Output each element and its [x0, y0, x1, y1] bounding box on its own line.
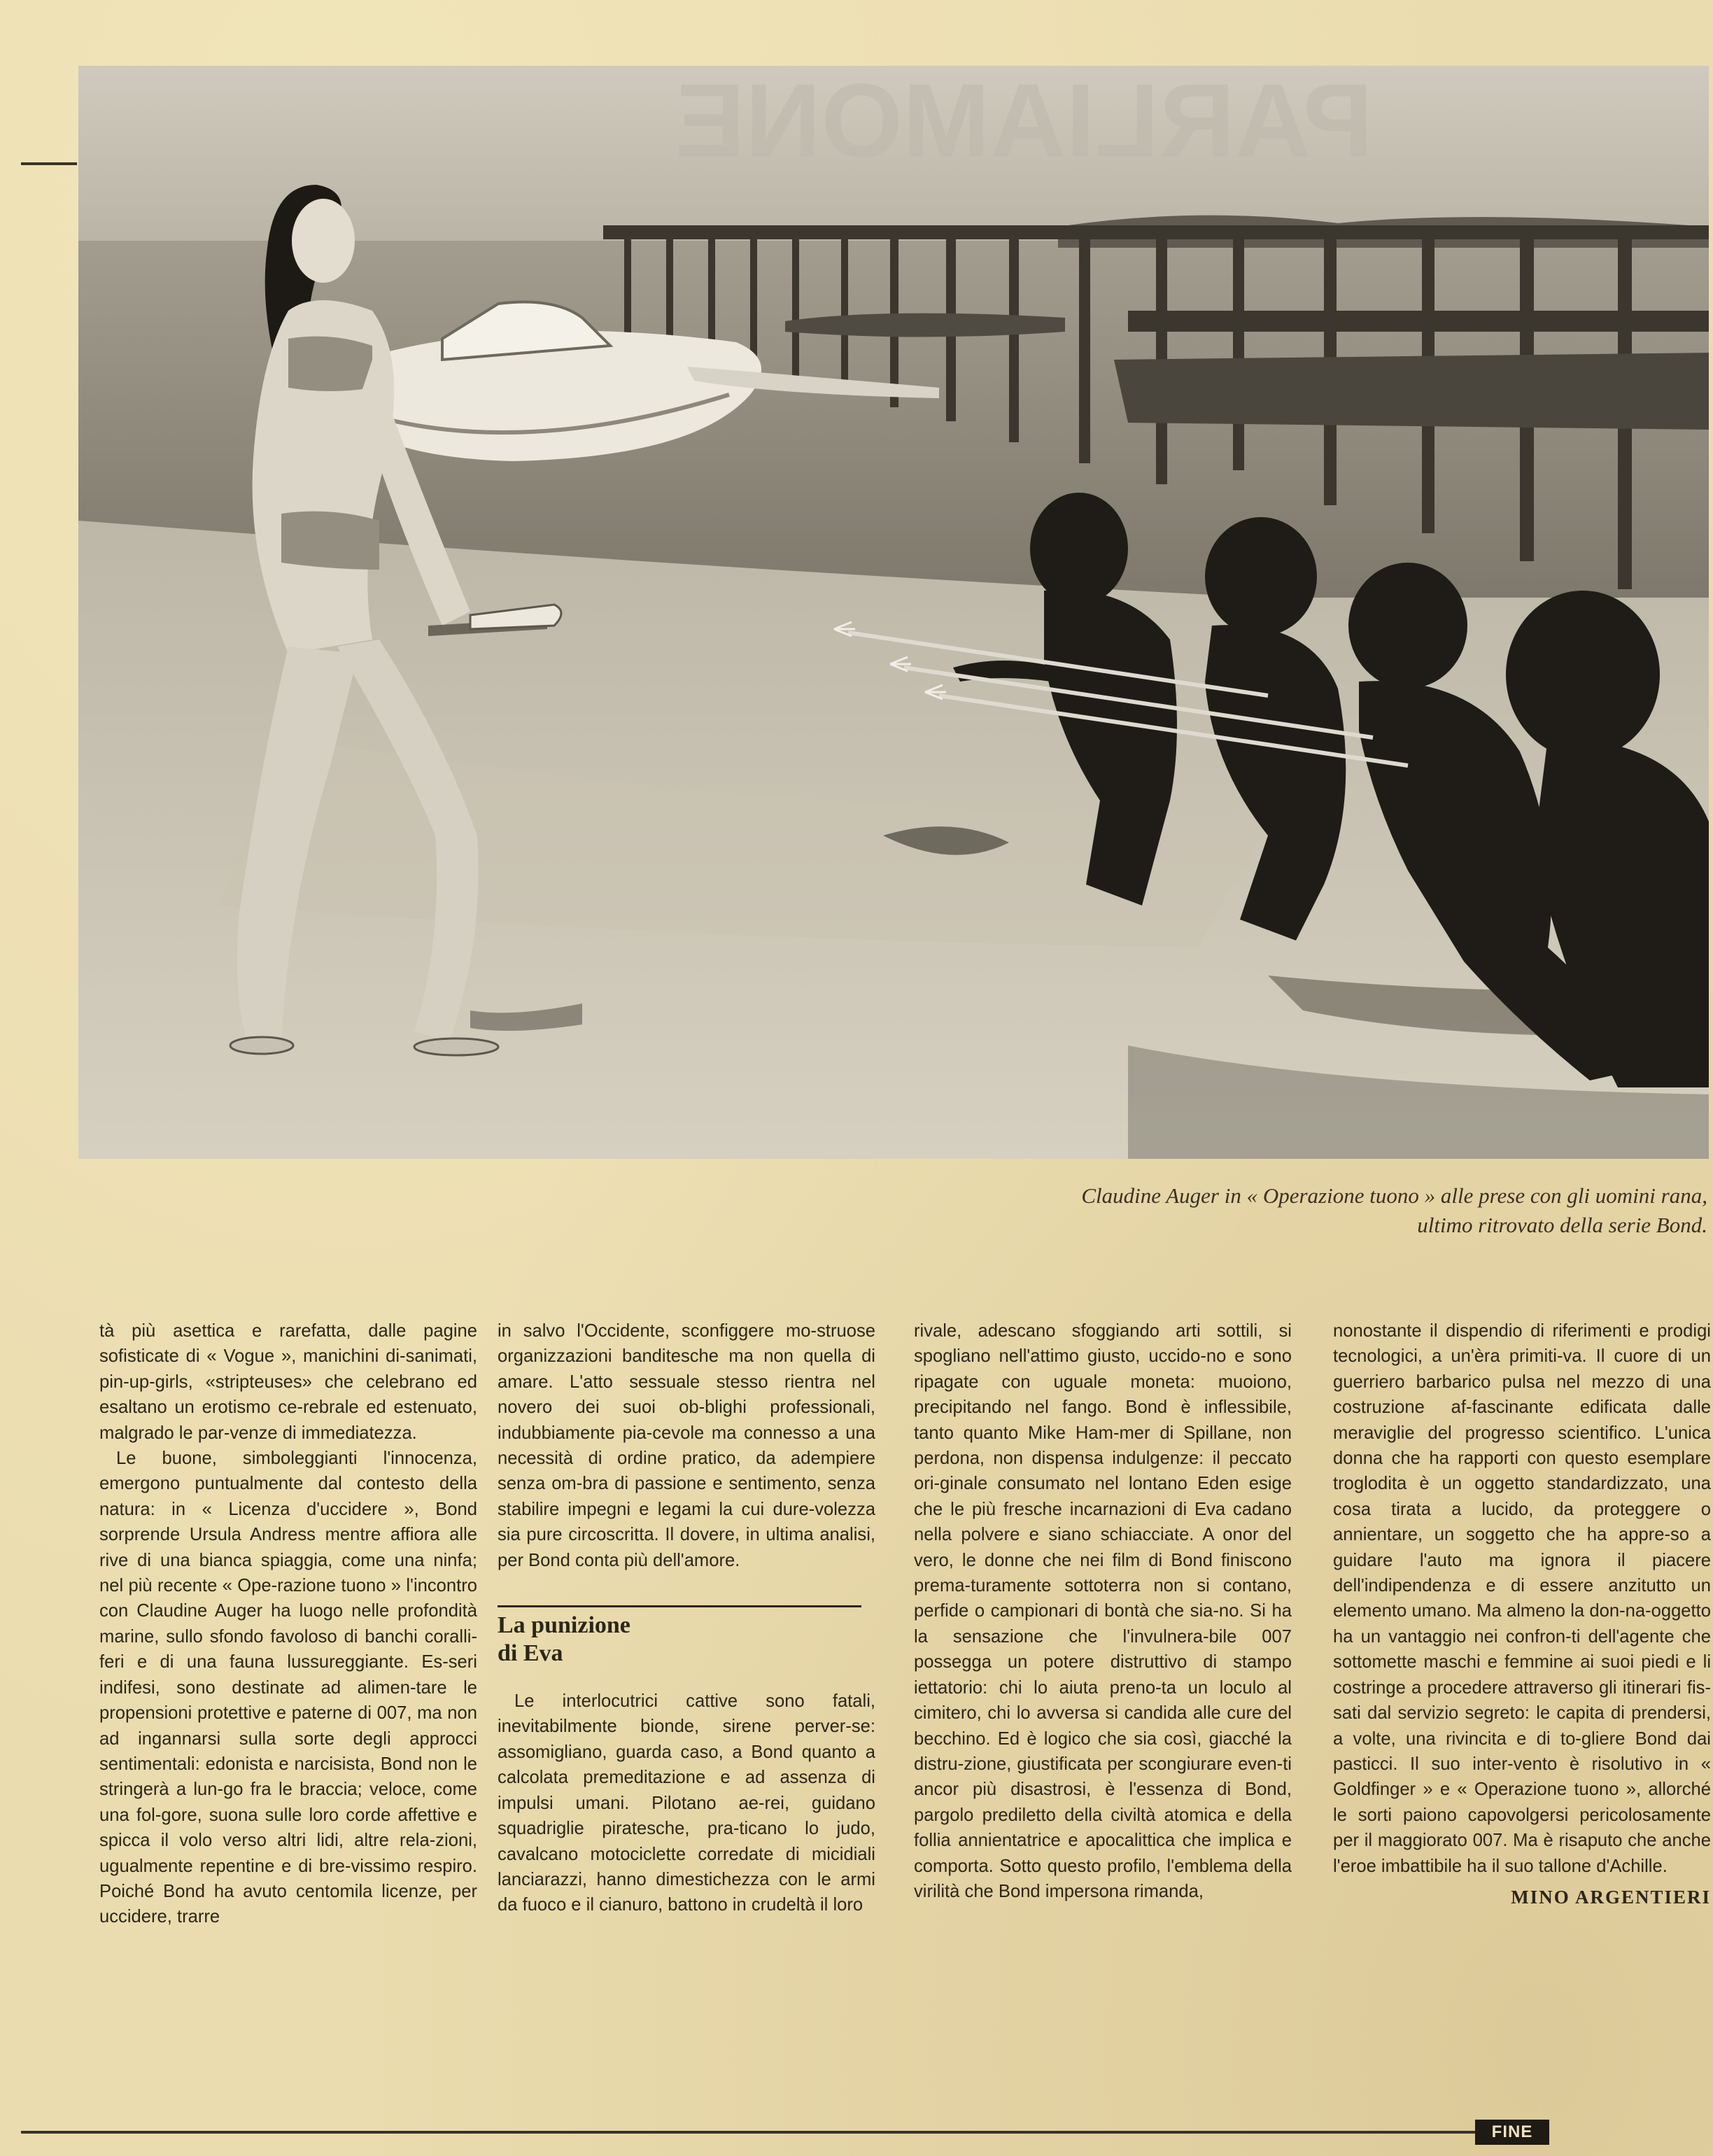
column-3	[914, 1318, 1292, 1904]
column-2	[498, 1318, 875, 1918]
caption-line-1: Claudine Auger in « Operazione tuono » alle prese con gli uomini rana,	[1081, 1183, 1707, 1208]
column-4	[1333, 1318, 1711, 1910]
author-byline: MINO ARGENTIERI	[1511, 1886, 1711, 1908]
paragraph: tà più asettica e rarefatta, dalle pagine sofisticate di « Vogue », manichini di-sanimati, pin-up-girls, «stripteuses» che celebrano ed esaltano un erotismo ce-rebrale ed estenuato, malgrado le par-venze di immediatezza.	[99, 1321, 477, 1443]
paragraph: Le interlocutrici cattive sono fatali, inevitabilmente bionde, sirene perver-se: assomigliano, guarda caso, a Bond quanto a calcolata premeditazione e ad assenza di impulsi umani. Pilotano ae-rei, guidano squadriglie piratesche, pra-ticano lo judo, cavalcano motociclette corredate di micidiali lanciarazzi, hanno dimestichezza con le armi da fuoco e il cianuro, battono in crudeltà il loro	[498, 1691, 875, 1915]
paragraph: Le buone, simboleggianti l'innocenza, emergono puntualmente dal contesto della natura: in « Licenza d'uccidere », Bond sorprende Ursula Andress mentre affiora alle rive di una bianca spiaggia, come una ninfa; nel più recente « Ope-razione tuono » l'incontro con Claudine Auger ha luogo nelle profondità marine, sullo sfondo favoloso di banchi coralli-feri e di una fauna lussureggiante. Es-seri indifesi, sono destinate ad alimen-tare le propensioni protettive e paterne di 007, ma non ad ingannarsi sulla sorte degli approcci sentimentali: edonista e narcisista, Bond non le stringerà a lun-go fra le braccia; veloce, come una fol-gore, suona sulle loro corde affettive e spicca il volo verso altri lidi, altre rela-zioni, ugualmente repentine e di bre-vissimo respiro. Poiché Bond ha avuto centomila licenze, per uccidere, trarre	[99, 1449, 477, 1927]
photo-caption	[728, 1181, 1707, 1240]
section-heading-line-2: di Eva	[498, 1640, 563, 1667]
section-heading-line-1: La punizione	[498, 1612, 630, 1639]
caption-line-2: ultimo ritrovato della serie Bond.	[1417, 1213, 1707, 1237]
end-badge: FINE	[1475, 2120, 1549, 2145]
paragraph: in salvo l'Occidente, sconfiggere mo-struose organizzazioni banditesche ma non quella di amare. L'atto sessuale stesso rientra nel novero dei suoi ob-blighi professionali, indubbiamente pia-cevole ma connesso a una necessità di ordine pratico, da adempiere senza om-bra di passione e sentimento, senza stabilire impegni e legami la cui dure-volezza sia pure circoscritta. Il dovere, in ultima analisi, per Bond conta più dell'amore.	[498, 1321, 875, 1570]
photo-illustration	[78, 66, 1709, 1159]
section-heading	[498, 1605, 861, 1668]
paragraph: rivale, adescano sfoggiando arti sottili, si spogliano nell'attimo giusto, uccido-no e sono ripagate con uguale moneta: muoiono, precipitando nel fango. Bond è inflessibile, tanto quanto Mike Ham-mer di Spillane, non perdona, non dispensa indulgenze: il peccato ori-ginale consumato nel lontano Eden esige che le più fresche incarnazioni di Eva cadano nella polvere e siano schiacciate. A onor del vero, le donne che nei film di Bond finiscono prema-turamente sottoterra non si contano, perfide o campionari di bontà che sia-no. Si ha la sensazione che l'invulnera-bile 007 possegga un potere distruttivo di stampo iettatorio: chi lo aiuta preno-ta un loculo al cimitero, chi lo avversa si candida alle cure del becchino. Ed è logico che sia così, giacché la distru-zione, giustificata per scongiurare even-ti ancor più disastrosi, è l'essenza di Bond, pargolo prediletto della civiltà atomica e della follia annientatrice e apocalittica che implica e comporta. Sotto questo profilo, l'emblema della virilità che Bond impersona rimanda,	[914, 1321, 1292, 1901]
article-columns	[0, 1318, 1713, 2018]
paragraph: nonostante il dispendio di riferimenti e prodigi tecnologici, a un'èra primiti-va. Il cuore di un guerriero barbarico pulsa nel mezzo di una costruzione af-fascinante edificata dalle meraviglie del progresso scientifico. L'unica donna che ha rapporti con questo esemplare troglodita è un oggetto standardizzato, una cosa tirata a lucido, da proteggere o annientare, un soggetto che ha appre-so a guidare l'auto ma ignora il piacere dell'indipendenza e di essere anzitutto un elemento umano. Ma almeno la don-na-oggetto ha un vantaggio nei confron-ti dell'agente che sottomette maschi e femmine ai suoi piedi e li costringe a procedere attraverso gli itinerari fis-sati dal servizio segreto: le capita di prendersi, a volte, una rivincita e di to-gliere Bond dai pasticci. Il suo inter-vento è risolutivo in « Goldfinger » e « Operazione tuono », allorché le sorti paiono capovolgersi pericolosamente per il maggiorato 007. Ma è risaputo che anche l'eroe imbattibile ha il suo tallone d'Achille.	[1333, 1321, 1711, 1876]
film-still-photo	[78, 66, 1709, 1159]
svg-text:PARLIAMONE: PARLIAMONE	[675, 66, 1373, 179]
top-rule	[21, 162, 77, 165]
column-1	[99, 1318, 477, 1930]
bottom-rule	[21, 2131, 1538, 2134]
